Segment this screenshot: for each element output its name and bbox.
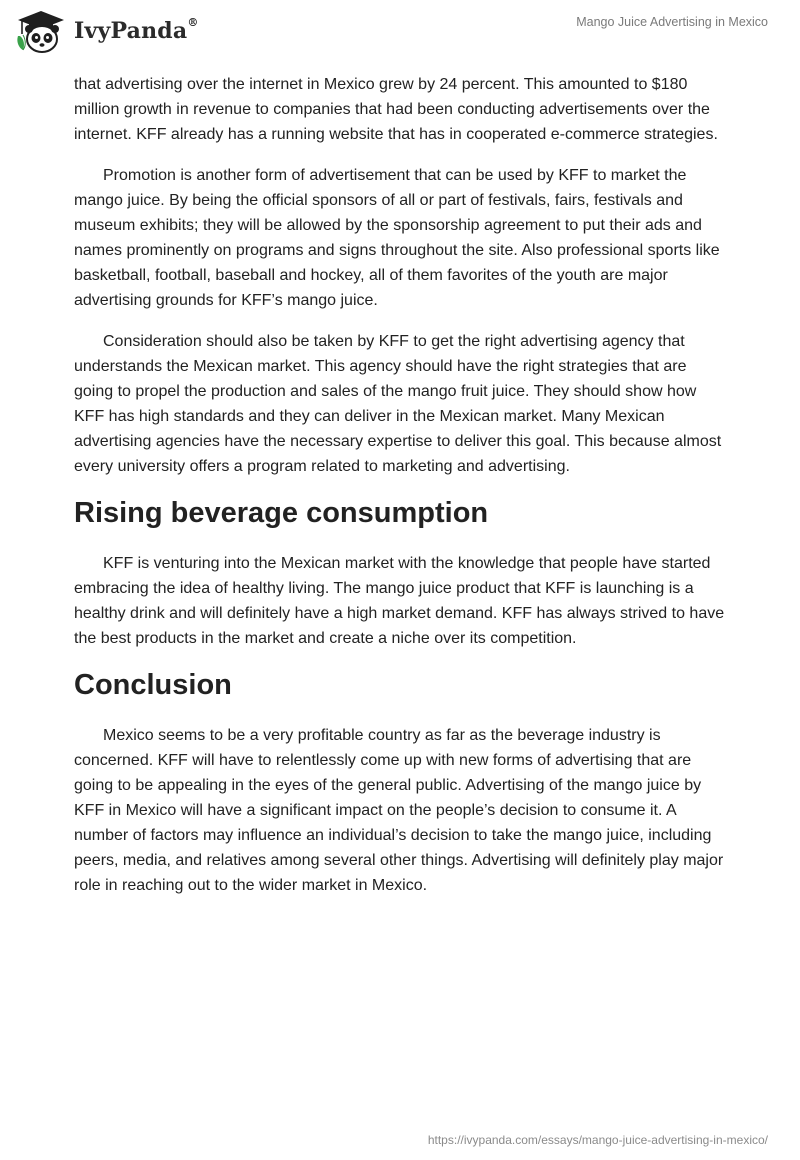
- paragraph-healthy-living: KFF is venturing into the Mexican market with the knowledge that people have started embracing the idea of healthy living. The mango juice product that KFF is launching is a healthy drink and will definitely have a high market demand. KFF has always strived to have the best products in the market and create a niche over its competition.: [74, 555, 725, 647]
- paragraph-promotion: Promotion is another form of advertisement that can be used by KFF to market the mango juice. By being the official sponsors of all or part of festivals, fairs, festivals and museum exhibits; they will be allowed by the sponsorship agreement to put their ads and names prominently on programs and signs throughout the site. Also professional sports like basketball, football, baseball and hockey, all of them favorites of the youth are major advertising grounds for KFF’s mango juice.: [74, 167, 720, 309]
- document-title: Mango Juice Advertising in Mexico: [576, 15, 768, 29]
- essay-body: [74, 72, 730, 914]
- paragraph-internet-advertising: that advertising over the internet in Mexico grew by 24 percent. This amounted to $180 million growth in revenue to companies that had been conducting advertisements over the internet. KFF already has a running website that has in cooperated e-commerce strategies.: [74, 76, 718, 143]
- heading-rising-beverage-consumption: Rising beverage consumption: [74, 497, 489, 529]
- paragraph-conclusion: Mexico seems to be a very profitable country as far as the beverage industry is concerned. KFF will have to relentlessly come up with new forms of advertising that are going to be appealing in the eyes of the general public. Advertising of the mango juice by KFF in Mexico will have a significant impact on the people’s decision to consume it. A number of factors may influence an individual’s decision to take the mango juice, including peers, media, and relatives among several other things. Advertising will definitely play major role in reaching out to the wider market in Mexico.: [74, 727, 724, 894]
- ivypanda-logo[interactable]: [14, 8, 199, 54]
- page-header: [0, 0, 800, 70]
- source-url[interactable]: https://ivypanda.com/essays/mango-juice-advertising-in-mexico/: [427, 1133, 768, 1147]
- panda-graduate-icon: [14, 8, 68, 54]
- logo-text: IvyPanda®: [74, 16, 199, 44]
- paragraph-advertising-agency: Consideration should also be taken by KFF to get the right advertising agency that understands the Mexican market. This agency should have the right strategies that are going to propel the production and sales of the mango fruit juice. They should show how KFF has high standards and they can deliver in the Mexican market. Many Mexican advertising agencies have the necessary expertise to deliver this goal. This because almost every university offers a program related to marketing and advertising.: [74, 333, 722, 475]
- heading-conclusion: Conclusion: [74, 669, 232, 701]
